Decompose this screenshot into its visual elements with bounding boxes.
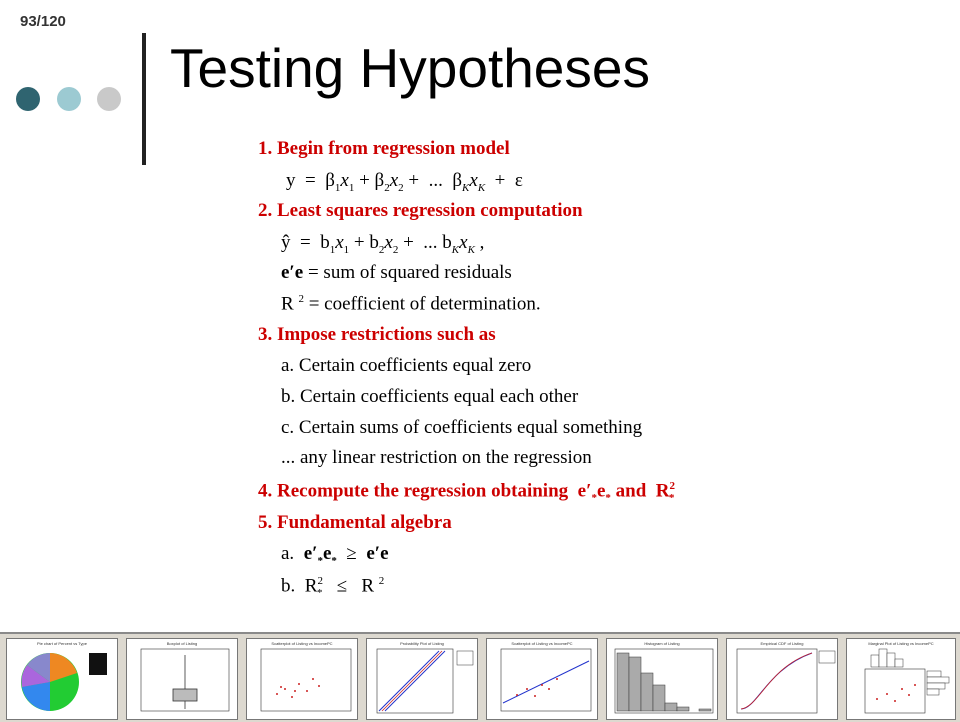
marginal-plot-icon <box>847 639 955 719</box>
step-2-heading: 2. Least squares regression computation <box>258 200 583 221</box>
decorative-dot-dark <box>16 87 40 111</box>
thumbnail-scatterplot[interactable] <box>246 638 358 720</box>
thumbnail-title: Scatterplot of Listing vs IncomePC <box>271 641 333 646</box>
restriction-any: ... any linear restriction on the regression <box>281 447 592 468</box>
step-3-heading: 3. Impose restrictions such as <box>258 324 496 345</box>
decorative-dot-light <box>57 87 81 111</box>
thumbnail-probability-plot[interactable] <box>366 638 478 720</box>
algebra-a-label: a. <box>281 543 295 564</box>
probability-plot-icon <box>367 639 477 719</box>
thumbnail-pie-chart[interactable] <box>6 638 118 720</box>
algebra-a: a. $e'_*e_* \ge e'e$ <box>281 543 389 567</box>
thumbnail-cdf-plot[interactable] <box>726 638 838 720</box>
r2-definition-text: = coefficient of determination. <box>308 293 541 315</box>
restriction-b: b. Certain coefficients equal each other <box>281 386 579 407</box>
thumbnail-title: Empirical CDF of Listing <box>760 641 804 646</box>
thumbnail-title: Boxplot of Listing <box>166 641 198 646</box>
thumbnail-marginal-plot[interactable] <box>846 638 956 720</box>
restriction-a: a. Certain coefficients equal zero <box>281 355 532 376</box>
algebra-b: b. $R^2_* \le R$ $^2$ <box>281 575 385 600</box>
title-divider <box>142 33 146 165</box>
step-4-heading: 4. Recompute the regression obtaining $e'_*e_*$ and $R^2_*$ <box>258 480 675 505</box>
thumbnail-scatterplot-fit[interactable] <box>486 638 598 720</box>
boxplot-icon <box>127 639 237 719</box>
thumbnail-title: Marginal Plot of Listing vs IncomePC <box>868 641 934 646</box>
regression-model-equation: $y = \beta_1x_1 + \beta_2x_2$ + ... $\beta_Kx_K + \varepsilon$ <box>286 170 523 194</box>
ee-definition-text: = sum of squared residuals <box>307 262 512 283</box>
scatterplot-icon <box>247 639 357 719</box>
r2-definition: R $^2$ = coefficient of determination. <box>281 293 541 315</box>
step-4-text: 4. Recompute the regression obtaining <box>258 480 569 502</box>
scatterplot-icon <box>487 639 597 719</box>
fitted-equation: ŷ = $b_1x_1 + b_2x_2$ + ... $b_Kx_K$ , <box>281 232 485 256</box>
slide-number: 93/120 <box>20 13 66 30</box>
step-5-heading: 5. Fundamental algebra <box>258 512 452 533</box>
pie-chart-icon <box>7 639 117 719</box>
thumbnail-title: Histogram of Listing <box>644 641 680 646</box>
ee-definition: e′e = sum of squared residuals <box>281 262 512 283</box>
cdf-plot-icon <box>727 639 837 719</box>
thumbnail-boxplot[interactable] <box>126 638 238 720</box>
algebra-b-label: b. <box>281 575 296 597</box>
thumbnail-title: Scatterplot of Listing vs IncomePC <box>511 641 573 646</box>
thumbnail-histogram[interactable] <box>606 638 718 720</box>
thumbnail-title: Probability Plot of Listing <box>400 641 444 646</box>
thumbnail-title: Pie chart of Percent vs Type <box>37 641 87 646</box>
decorative-dot-gray <box>97 87 121 111</box>
step-1-heading: 1. Begin from regression model <box>258 138 510 159</box>
page-title: Testing Hypotheses <box>170 37 650 99</box>
histogram-icon <box>607 639 717 719</box>
restriction-c: c. Certain sums of coefficients equal something <box>281 417 643 438</box>
